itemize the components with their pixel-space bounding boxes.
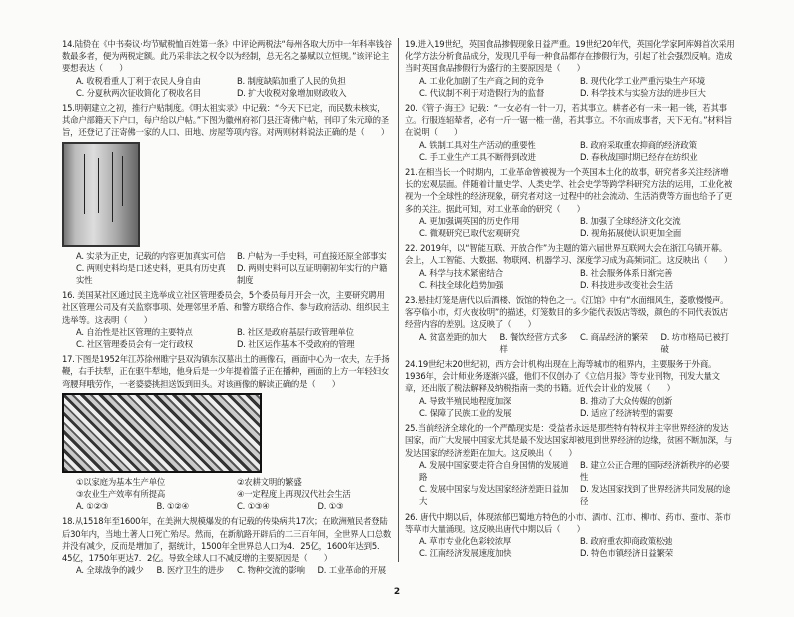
question-stem: 23.悬挂灯笼是唐代以后酒楼、饭馆的特色之一。《江馆》中有“水面细风生，菱歌慢慢声。客亭临小市，灯火夜妆明”的描述，灯笼数目的多少能代表饭店等级，颜色的不同代表饭店经营内容的差别。这反映了（ ）: [405, 295, 729, 330]
option-c: C. 手工业生产工具不断得到改进: [419, 151, 536, 162]
option-a: A. 实录为正史，记载的内容更加真实可信: [76, 250, 226, 261]
option-c: C. 发展中国家与发达国家经济差距日益加大: [419, 484, 569, 507]
option-a: A. ①②③: [76, 501, 109, 512]
question-stem: 20.《管子·海王》记载：“一女必有一针一刀，若其事立。耕者必有一耒一耜一铫，若其事立。行服连轺辇者，必有一斤一锯一椎一凿，若其事立。不尔而成事者，天下无有。”材料旨在说明（ ）: [405, 103, 732, 138]
question-stem: 24.19世纪末20世纪初，西方会计机构出现在上海等城市的租界内，主要服务于外商。1936年，会计师业务逐渐兴盛，他们不仅创办了《立信月报》等专业刊物，刊发大量文章，还出版了税法解释及纳税指南一类的书籍。近代会计业的发展（ ）: [405, 359, 720, 394]
statement-1: ①以家庭为基本生产单位: [76, 476, 166, 487]
question-20: [405, 102, 735, 163]
page-number: 2: [393, 587, 401, 598]
question-17: [62, 353, 392, 512]
option-b: B. 制度缺陷加重了人民的负担: [237, 75, 346, 86]
option-a: A. 发展中国家要走符合自身国情的发展道路: [419, 459, 569, 482]
option-a: A. 工业化加剧了生产商之间的竞争: [419, 75, 544, 86]
option-d: D. 科学技术与实验方法的进步巨大: [580, 87, 706, 98]
question-stem: 18.从1518年至1600年，在美洲大规模爆发的有记载的传染病共17次；在欧洲殖民者登陆后30年内，当地土著人口死亡殆尽。然而，在新航路开辟后的二三百年间，全世界人口总数并没有减少，反而是增加了，据统计，1500年全世界总人口为4．25亿，1600年达到5．45亿，1750年更达7．2亿。导致全球人口不减反增的主要原因是（ ）: [62, 516, 392, 564]
question-18: [62, 515, 392, 576]
option-d: D. 视角拓展使认识更加全面: [580, 228, 682, 239]
option-a: A. 贫富差距的加大: [419, 331, 487, 342]
question-25: [405, 422, 735, 507]
option-d: D. 扩大收税对象增加财政收入: [237, 87, 347, 98]
question-22: [405, 242, 735, 291]
statement-2: ②农耕文明的繁盛: [237, 476, 302, 487]
option-b: B. 现代化学工业严重污染生产环境: [580, 75, 705, 86]
option-b: B. ①②④: [156, 501, 189, 512]
option-c: C. 社区管理委员会有一定行政权: [76, 339, 193, 350]
question-21: [405, 166, 735, 239]
question-stem: 14.陆贽在《中书奏议·均节赋税恤百姓第一条》中评论两税法“每州各取大历中一年科率钱谷数最多者，便为两税定额。此乃采非法之权令以为经制，总无名之暴赋以立恒规。”该评论主要想表达（ ）: [62, 39, 392, 74]
right-column: [398, 38, 735, 562]
question-24: [405, 358, 735, 419]
question-14: [62, 38, 392, 99]
question-stem: 22. 2019年，以“智能互联、开放合作”为主题的第六届世界互联网大会在浙江乌镇开幕。会上，人工智能、大数据、物联网、机器学习、深度学习成为高频词汇。这反映出（ ）: [405, 243, 732, 266]
question-26: [405, 511, 735, 560]
option-c: C. ①③④: [237, 501, 270, 512]
option-c: C. 分夏秋两次征收简化了税收名目: [76, 87, 202, 98]
option-c: C. 科技全球化趋势加强: [419, 279, 504, 290]
left-column: [62, 38, 392, 579]
option-b: B. 加强了全球经济文化交流: [580, 215, 681, 226]
option-d: D. 两则史料可以互证明朝初年实行的户籍制度: [237, 262, 388, 286]
option-c: C. 代议制不利于对造假行为的监督: [419, 87, 545, 98]
question-stem: 16. 美国某社区通过民主选举成立社区管理委员会，5个委员每月开会一次，主要研究聘用社区管理公司及有关监察事项、处理邻里矛盾、和警方联络合作、参与政府活动、组织民主选举等。这表明（ ）: [62, 290, 389, 325]
question-stem: 26. 唐代中期以后，体现浓郁巴蜀地方特色的小市、酒市、江市、柳市、药市、蚕市、茶市等草市大量涌现。这反映出唐代中期以后（ ）: [405, 511, 731, 534]
option-d: D. ①③: [317, 501, 344, 512]
question-stem: 15.明朝建立之初，推行户贴制度。《明太祖实录》中记载：“今天下已定，而民数未核实，其命户部籍天下户口，每户给以户帖。”下图为徽州府祁门县汪寄佛户帖，刊印了朱元璋的圣旨，还登记了汪寄佛一家的人口、田地、房屋等项内容。对两则材料说法正确的是（ ）: [62, 103, 389, 138]
option-b: B. 社会服务体系日渐完善: [580, 267, 673, 278]
option-a: A. 科学与技术紧密结合: [419, 267, 503, 278]
question-stem: 17.下图是1952年江苏徐州睢宁县双沟镇东汉墓出土的画像石，画面中心为一农夫，左手扬鞭，右手扶犁，正在驱牛犁地，他身后是一少年提着篮子正在播种，画面的上方一年轻妇女弯腰拜哦劳作，一老婆婆挑担送饭到田头。对该画像的解读正确的是（ ）: [62, 354, 390, 389]
option-d: D. 科技进步改变社会生活: [580, 279, 673, 290]
question-16: [62, 289, 392, 350]
option-b: B. 建立公正合理的国际经济新秩序的必要性: [580, 459, 730, 482]
option-b: B. 户帖为一手史料，可直接还原全部事实: [237, 250, 387, 261]
option-b: B. 政府采取重农抑商的经济政策: [580, 139, 697, 150]
option-a: A. 铁制工具对生产活动的重要性: [419, 139, 536, 150]
option-b: B. 政府重农抑商政策松弛: [580, 535, 673, 546]
question-19: [405, 38, 735, 99]
stone-relief-image: [62, 393, 262, 473]
option-a: A. 草市专业化色彩较浓厚: [419, 535, 512, 546]
option-c: C. 微观研究已取代宏观研究: [419, 228, 520, 239]
two-column-layout: [62, 38, 735, 579]
option-b: B. 医疗卫生的进步: [156, 565, 225, 576]
option-a: A. 全球战争的减少: [76, 565, 144, 576]
option-c: C. 两则史料均是口述史料，更具有历史真实性: [76, 262, 226, 286]
question-23: [405, 294, 735, 355]
option-c: C. 物种交流的影响: [237, 565, 305, 576]
option-b: B. 社区是政府基层行政管理单位: [237, 326, 354, 337]
option-d: D. 社区运作基本不受政府的管理: [237, 339, 355, 350]
question-15: [62, 102, 392, 286]
option-c: C. 商品经济的繁荣: [580, 331, 648, 342]
question-stem: 25.当前经济全球化的一个严酷现实是：受益者永远是那些特有特权并主宰世界经济的发达国家，而广大发展中国家尤其是最不发达国家却被甩到世界经济的边缘，贫困不断加深，与发达国家的经济差距在加大。这反映出（ ）: [405, 423, 732, 458]
question-stem: 19.进入19世纪，英国食品掺假现象日益严重。19世纪20年代，英国化学家阿库姆首次采用化学方法分析食品成分，发现几乎每一种食品都存在掺假行为，引起了社会强烈反响。造成当时英国食品掺假行为盛行的主要原因是（ ）: [405, 39, 735, 74]
statement-4: ④一定程度上再现汉代社会生活: [237, 489, 351, 500]
option-c: C. 保障了民族工业的发展: [419, 407, 512, 418]
question-stem: 21.在相当长一个时期内，工业革命曾被视为一个英国本土化的故事，研究者多关注经济增长的宏观层面。伴随着计量史学、人类史学、社会史学等跨学科研究方法的运用，工业化被视为一个全球性的经济现象，研究者对这一过程中的社会流动、生活消费等方面也给予了更多的关注。据此可知，对工业革命的研究（ ）: [405, 167, 732, 214]
statement-3: ③农业生产效率有所提高: [76, 489, 166, 500]
option-d: D. 发达国家找到了世界经济共同发展的途径: [580, 484, 731, 507]
option-d: D. 适应了经济转型的需要: [580, 407, 673, 418]
household-register-image: [62, 142, 140, 247]
option-a: A. 导致半殖民地程度加深: [419, 395, 512, 406]
option-d: D. 坊市格局已被打破: [660, 331, 729, 354]
option-d: D. 特色市镇经济日益繁荣: [580, 548, 673, 559]
option-c: C. 江南经济发展速度加快: [419, 548, 512, 559]
option-b: B. 推动了大众传媒的创新: [580, 395, 673, 406]
option-a: A. 自治性是社区管理的主要特点: [76, 326, 193, 337]
option-a: A. 更加强调英国的历史作用: [419, 215, 520, 226]
option-d: D. 工业革命的开展: [317, 565, 386, 576]
option-b: B. 餐饮经营方式多样: [499, 331, 568, 354]
option-a: A. 收税看重人丁利于农民人身自由: [76, 75, 201, 86]
option-d: D. 春秋战国时期已经存在纺织业: [580, 151, 698, 162]
